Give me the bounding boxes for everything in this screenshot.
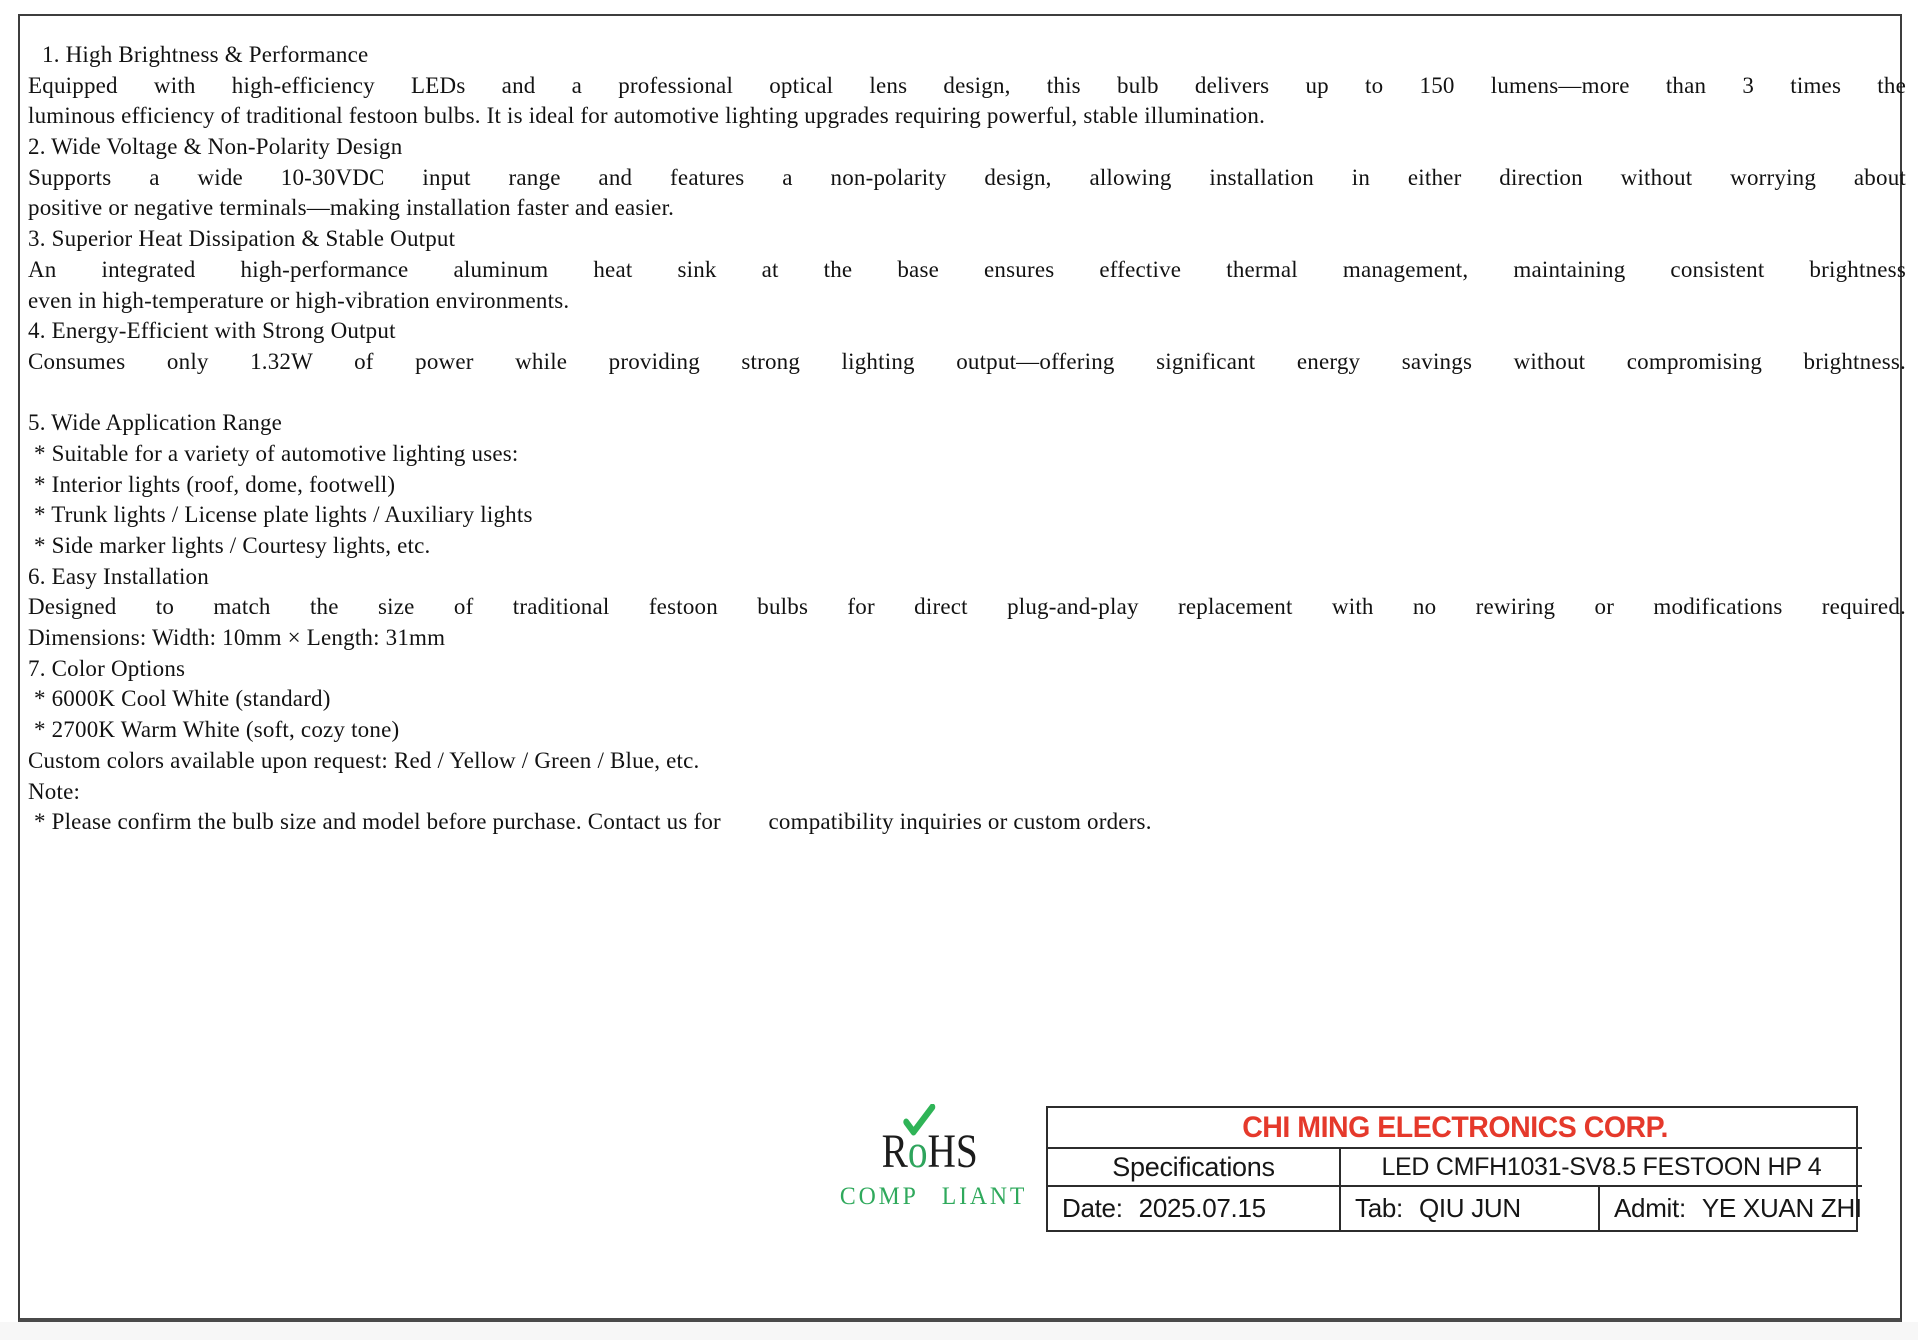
text-line: 4. Energy-Efficient with Strong Output [28,318,396,344]
text-line: * Trunk lights / License plate lights / Auxiliary lights [28,502,533,528]
spec-table-model-row [1048,1149,1862,1187]
document-body [28,40,1906,838]
admit-label: Admit: [1614,1193,1686,1223]
rohs-letter-r: R [881,1125,909,1178]
model-number: LED CMFH1031-SV8.5 FESTOON HP 4 [1381,1152,1822,1181]
text-line: Consumes only 1.32W of power while providing strong lighting output—offering significant energy savings without compromising brightness. [28,348,1906,374]
text-line: 3. Superior Heat Dissipation & Stable Output [28,226,456,252]
text-line: luminous efficiency of traditional festoon bulbs. It is ideal for automotive lighting upgrades requiring powerful, stable illumination. [28,103,1266,129]
tab-cell [1341,1187,1600,1230]
spec-table [1046,1106,1862,1232]
text-line: * Suitable for a variety of automotive lighting uses: [28,440,519,466]
date-cell [1048,1187,1341,1230]
tab-label: Tab: [1355,1193,1403,1223]
rohs-logo [835,1125,1028,1210]
text-line: Supports a wide 10-30VDC input range and features a non-polarity design, allowing installation in either direction without worrying about [28,164,1906,190]
text-line: 2. Wide Voltage & Non-Polarity Design [28,134,403,160]
admit-value: YE XUAN ZHI [1701,1193,1862,1223]
date-value: 2025.07.15 [1138,1193,1266,1223]
text-line: Dimensions: Width: 10mm × Length: 31mm [28,625,446,651]
text-line: * 2700K Warm White (soft, cozy tone) [28,717,400,743]
rohs-letter-o: o [908,1128,928,1176]
page-bottom-shadow [0,1322,1918,1340]
text-line: * Side marker lights / Courtesy lights, etc. [28,533,431,558]
text-line: Custom colors available upon request: Red / Yellow / Green / Blue, etc. [28,747,700,773]
check-icon [903,1104,936,1136]
text-line: * Interior lights (roof, dome, footwell) [28,471,396,497]
text-line: * 6000K Cool White (standard) [28,686,331,712]
admit-cell [1600,1187,1862,1230]
spec-table-company-row [1048,1108,1862,1149]
spec-table-meta-row [1048,1187,1862,1230]
rohs-wordmark [881,1125,979,1178]
text-line: positive or negative terminals—making installation faster and easier. [28,195,675,221]
text-line: even in high-temperature or high-vibration environments. [28,287,570,313]
text-line: 1. High Brightness & Performance [42,42,369,67]
blank-line [28,378,1906,409]
text-line: 5. Wide Application Range [28,410,283,436]
text-line: Equipped with high-efficiency LEDs and a professional optical lens design, this bulb delivers up to 150 lumens—more than 3 times the [28,72,1906,98]
text-line: Designed to match the size of traditional festoon bulbs for direct plug-and-play replacement with no rewiring or modifications required. [28,594,1906,620]
text-line: 6. Easy Installation [28,563,209,589]
text-line: An integrated high-performance aluminum heat sink at the base ensures effective thermal management, maintaining consistent brightness [28,256,1906,282]
tab-value: QIU JUN [1418,1193,1521,1223]
text-line: 7. Color Options [28,655,186,681]
date-label: Date: [1062,1193,1123,1223]
company-name: CHI MING ELECTRONICS CORP. [1242,1110,1668,1144]
specifications-label: Specifications [1048,1149,1341,1185]
rohs-compliant-label: COMP LIANT [839,1183,1028,1210]
rohs-letters-hs: HS [927,1125,979,1178]
text-line: Note: [28,778,81,804]
text-line: * Please confirm the bulb size and model before purchase. Contact us for compatibility inquiries or custom orders. [28,809,1152,835]
